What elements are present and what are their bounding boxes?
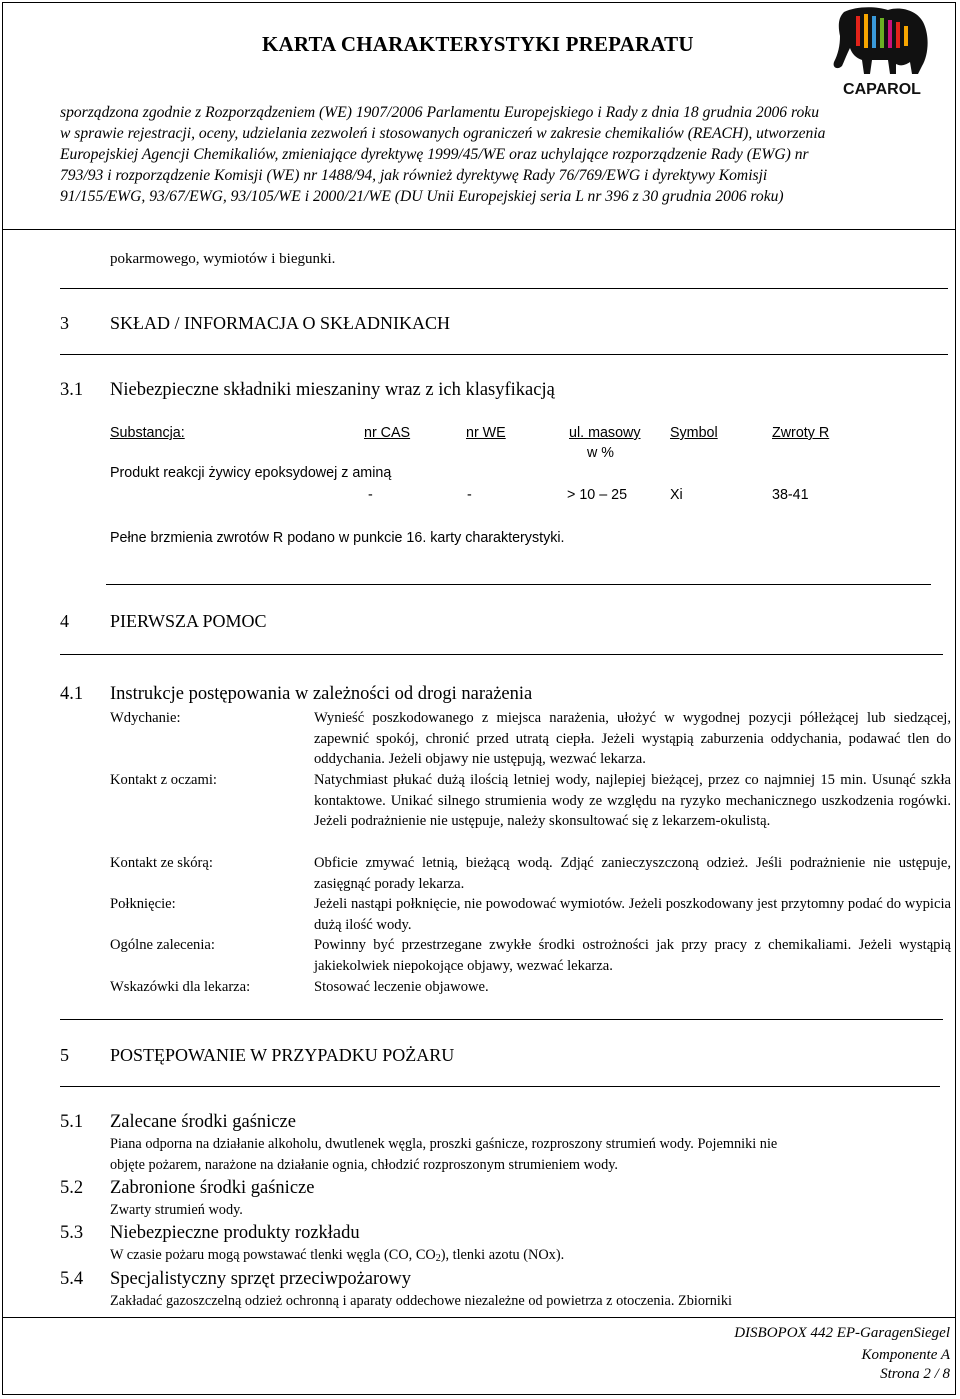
row-r-phrases: 38-41 [772, 487, 809, 503]
footer-component: Komponente A [861, 1347, 950, 1363]
regulation-line: w sprawie rejestracji, oceny, udzielania zezwoleń i stosowanych ograniczeń w zakresie chemikaliów (REACH), utworzenia [60, 125, 826, 142]
subsection-5-2-number: 5.2 [60, 1178, 84, 1198]
subsection-5-1-text: objęte pożarem, narażone na działanie ognia, chłodzić rozproszonym strumieniem wody. [110, 1157, 619, 1173]
section-4-title: PIERWSZA POMOC [110, 611, 267, 631]
header-we: nr WE [466, 425, 506, 441]
first-aid-label-inhalation: Wdychanie: [110, 710, 181, 726]
row-mass: > 10 – 25 [567, 487, 628, 503]
first-aid-label-skin: Kontakt ze skórą: [110, 855, 213, 871]
section-4-number: 4 [60, 611, 69, 631]
first-aid-label-ingestion: Połknięcie: [110, 896, 176, 912]
subsection-3-1-title: Niebezpieczne składniki mieszaniny wraz z ich klasyfikacją [110, 380, 555, 400]
header-r-phrases: Zwroty R [772, 425, 830, 441]
first-aid-text-inhalation: Wynieść poszkodowanego z miejsca narażenia, ułożyć w wygodnej pozycji półleżącej lub siedzącej, zapewnić spokój, chronić przed utratą ciepła. Jeżeli wystąpią zaburzenia oddychania, podawać tlen do oddychania. Jeżeli objawy nie ustępują, wezwać lekarza. [314, 710, 951, 768]
section-3-number: 3 [60, 313, 69, 333]
first-aid-text-general: Powinny być przestrzegane zwykłe środki ostrożności jak przy pracy z chemikaliami. Jeżeli wystąpią jakiekolwiek niepokojące objawy, wezwać lekarza. [314, 937, 951, 974]
footer-divider [2, 1317, 956, 1318]
row-we: - [467, 487, 472, 503]
footer-product: DISBOPOX 442 EP-GaragenSiegel [734, 1325, 950, 1341]
subsection-5-2-text: Zwarty strumień wody. [110, 1202, 243, 1218]
section-divider [60, 654, 943, 655]
row-symbol: Xi [670, 487, 683, 503]
first-aid-text-skin: Obficie zmywać letnią, bieżącą wodą. Zdjąć zanieczyszczoną odzież. Jeśli podrażnienie nie ustępuje, zasięgnąć porady lekarza. [314, 855, 951, 892]
header-mass-unit: w % [587, 445, 615, 461]
first-aid-label-eyes: Kontakt z oczami: [110, 772, 217, 788]
first-aid-text-physician: Stosować leczenie objawowe. [314, 979, 489, 995]
first-aid-text-ingestion: Jeżeli nastąpi połknięcie, nie powodować wymiotów. Jeżeli poszkodowany jest przytomny podać do wypicia dużą ilość wody. [314, 896, 951, 933]
section-divider [60, 354, 948, 355]
footer-page-number: Strona 2 / 8 [880, 1366, 950, 1382]
subsection-5-1-number: 5.1 [60, 1112, 84, 1132]
subsection-4-1-number: 4.1 [60, 684, 84, 704]
continuation-text: pokarmowego, wymiotów i biegunki. [110, 251, 336, 267]
logo-text: CAPAROL [843, 81, 921, 98]
header-mass: ul. masowy [569, 425, 641, 441]
section-3-title: SKŁAD / INFORMACJA O SKŁADNIKACH [110, 313, 451, 333]
regulation-line: 91/155/EWG, 93/67/EWG, 93/105/WE i 2000/21/WE (DU Unii Europejskiej seria L nr 396 z 30 grudnia 2006 roku) [60, 188, 784, 205]
document-title: KARTA CHARAKTERYSTYKI PREPARATU [262, 32, 694, 56]
subsection-5-3-text [110, 1247, 564, 1264]
header-cas: nr CAS [364, 425, 411, 441]
section-divider [60, 1019, 943, 1020]
subsection-5-1-text: Piana odporna na działanie alkoholu, dwutlenek węgla, proszki gaśnicze, rozproszony strumień wody. Pojemniki nie [110, 1136, 778, 1152]
subsection-5-4-number: 5.4 [60, 1269, 84, 1289]
header-divider [2, 229, 956, 230]
subsection-3-1-number: 3.1 [60, 380, 84, 400]
first-aid-label-general: Ogólne zalecenia: [110, 937, 215, 953]
section-5-title: POSTĘPOWANIE W PRZYPADKU POŻARU [110, 1045, 455, 1065]
caparol-logo [826, 4, 938, 100]
subsection-5-3-text-part: ), tlenki azotu (NOx). [440, 1247, 565, 1263]
regulation-line: 793/93 i rozporządzenie Komisji (WE) nr 1488/94, jak również dyrektywę Rady 76/769/EWG i dyrektywy Komisji [60, 167, 768, 184]
regulation-line: sporządzona zgodnie z Rozporządzeniem (WE) 1907/2006 Parlamentu Europejskiego i Rady z dnia 18 grudnia 2006 roku [60, 104, 819, 121]
header-symbol: Symbol [670, 425, 718, 441]
row-substance: Produkt reakcji żywicy epoksydowej z aminą [110, 465, 392, 481]
subsection-5-3-number: 5.3 [60, 1223, 84, 1243]
subsection-5-4-text: Zakładać gazoszczelną odzież ochronną i aparaty oddechowe niezależne od powietrza z otoczenia. Zbiorniki [110, 1293, 732, 1309]
section-divider [60, 288, 948, 289]
header-substance: Substancja: [110, 425, 185, 441]
subsection-5-1-title: Zalecane środki gaśnicze [110, 1112, 296, 1132]
subscript-2: 2 [435, 1253, 441, 1264]
first-aid-label-physician: Wskazówki dla lekarza: [110, 979, 251, 995]
subsection-5-4-title: Specjalistyczny sprzęt przeciwpożarowy [110, 1269, 412, 1289]
section-divider [60, 1086, 940, 1087]
subsection-5-3-text-part: W czasie pożaru mogą powstawać tlenki węgla (CO, CO [110, 1247, 436, 1263]
r-phrases-note: Pełne brzmienia zwrotów R podano w punkcie 16. karty charakterystyki. [110, 530, 565, 546]
subsection-5-2-title: Zabronione środki gaśnicze [110, 1178, 315, 1198]
regulation-line: Europejskiej Agencji Chemikaliów, zmieniające dyrektywę 1999/45/WE oraz uchylające rozporządzenie Rady (EWG) nr [60, 146, 809, 163]
row-cas: - [368, 487, 373, 503]
subsection-5-3-title: Niebezpieczne produkty rozkładu [110, 1223, 360, 1243]
first-aid-text-eyes: Natychmiast płukać dużą ilością letniej wody, najlepiej bieżącej, przez co najmniej 15 min. Usunąć szkła kontaktowe. Unikać silnego strumienia wody ze względu na ryzyko mechanicznego uszkodzenia rogówki. Jeżeli podrażnienie nie ustępuje, należy skonsultować się z lekarzem-okulistą. [314, 772, 951, 830]
subsection-4-1-title: Instrukcje postępowania w zależności od drogi narażenia [110, 684, 533, 704]
section-divider [106, 584, 931, 585]
section-5-number: 5 [60, 1045, 69, 1065]
